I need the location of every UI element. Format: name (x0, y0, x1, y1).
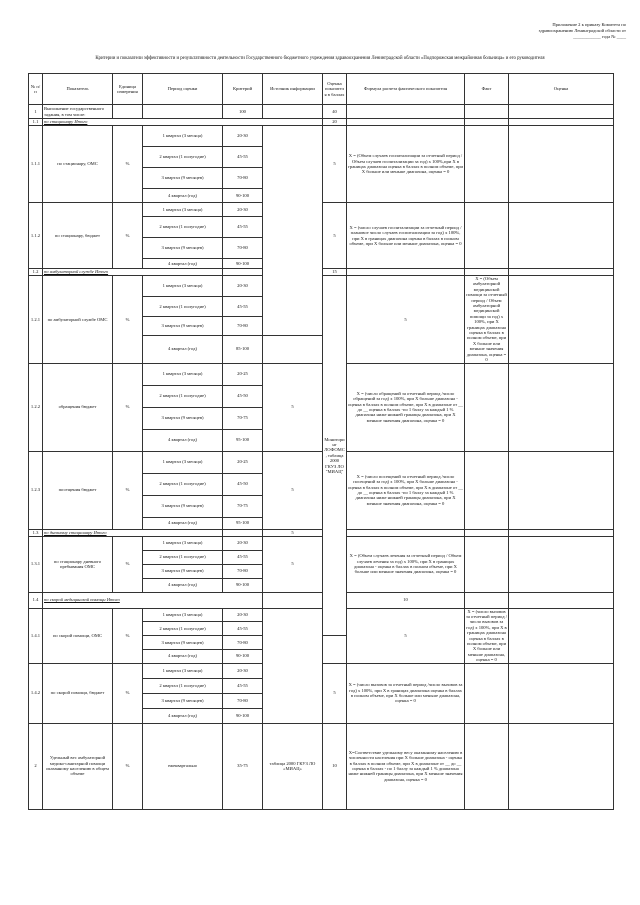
col-header: Формула расчета фактического показателя (347, 74, 465, 105)
unit: % (113, 276, 143, 364)
unit: % (113, 723, 143, 809)
unit: % (113, 663, 143, 723)
score: 10 (347, 592, 465, 608)
section-row (29, 119, 614, 126)
period: 2 квартал (1 полугодие) (143, 385, 223, 407)
source: Мониторинг ЛОФОМС, таблица 2000 ГКУЗ ЛО "МИАЦ" (323, 276, 347, 636)
criterion: 70-75 (223, 495, 263, 517)
formula: Х = (число вызовов за отчетный период /число вызовов за год) х 100%, при Х в границах диапазона оценка в баллах в полном объеме, при Х больше или меньше диапазона, оценка = 0 (347, 663, 465, 723)
col-header: Оценка (509, 74, 614, 105)
col-header: Период оценки (143, 74, 223, 105)
formula: Х = (число случаев госпитализации за отчетный период / плановое число случаев госпитализации за год) х 100%, при Х в границах диапазона оценка в баллах в полном объеме, при Х больше или меньше диапазона, оценка = 0 (347, 203, 465, 269)
criterion: 70-80 (223, 316, 263, 335)
row-number: 1 (29, 105, 43, 119)
indicator-name: по скорой помощи, бюджет (43, 663, 113, 723)
document-header (476, 22, 626, 40)
table-row (29, 363, 614, 385)
score: 5 (323, 126, 347, 203)
row-number: 1.2.2 (29, 363, 43, 451)
period: 2 квартал (1 полугодие) (143, 473, 223, 495)
unit: % (113, 451, 143, 529)
period: 4 квартал (год) (143, 429, 223, 451)
criterion: 70-75 (223, 407, 263, 429)
formula: Х = (число обращений за отчетный период /число обращений за год) х 100%, при Х больше диапазона - оценка в баллах в полном объеме, при Х в диапазоне от __ до __ оценка в баллах -по 1 баллу за каждый 1 % диапазона ниже нижней границы диапазона, при Х меньше значения диапазона, оценка = 0 (347, 363, 465, 451)
period: 2 квартал (1 полугодие) (143, 217, 223, 238)
score: 10 (323, 723, 347, 809)
formula: Х = (число вызовов за отчетный период /число вызовов за год) х 100%, при Х в границах диапазона оценка в баллах в полном объеме, при Х больше или меньше диапазона, оценка = 0 (466, 608, 507, 663)
col-header: Критерий (223, 74, 263, 105)
unit: % (113, 536, 143, 592)
criterion: 45-55 (223, 622, 263, 636)
period: 1 квартал (3 месяца) (143, 203, 223, 217)
criterion: 70-80 (223, 636, 263, 650)
period: 2 квартал (1 полугодие) (143, 678, 223, 693)
row-number: 1.2.1 (29, 276, 43, 364)
criterion: 100 (223, 105, 263, 119)
criteria-table (28, 73, 614, 810)
score: 40 (323, 105, 347, 119)
criterion: 90-100 (223, 578, 263, 592)
section-row (29, 592, 614, 608)
criterion: 95-100 (223, 517, 263, 529)
criterion: 70-80 (223, 693, 263, 708)
table-row (29, 105, 614, 119)
row-number: 1.1.2 (29, 203, 43, 269)
indicator-name: по стационару дневного пребывания ОМС (43, 536, 113, 592)
indicator-name: по скорой помощи, ОМС (43, 608, 113, 663)
indicator-name: по стационару, ОМС (43, 126, 113, 203)
row-number: 2 (29, 723, 43, 809)
period: 1 квартал (3 месяца) (143, 536, 223, 550)
criterion: 20-30 (223, 126, 263, 147)
score: 5 (347, 608, 465, 663)
header-line: здравоохранению Ленинградской области от (538, 28, 626, 33)
score: 5 (263, 536, 323, 592)
score: 20 (323, 119, 347, 126)
score: 5 (323, 663, 347, 723)
section-row (29, 529, 614, 536)
criterion: 20-25 (223, 451, 263, 473)
row-number: 1.3.1 (29, 536, 43, 592)
criterion: 45-55 (223, 147, 263, 168)
table-row (29, 126, 614, 147)
unit: % (113, 203, 143, 269)
indicator-name: Выполнение государственного задания, в том числе: (43, 105, 113, 119)
section-name: по дневному стационару Итого (43, 529, 223, 536)
criterion: 45-50 (223, 473, 263, 495)
indicator-name: Удельный вес амбулаторной медико-санитарной помощи оказанному населению в общем объеме (43, 723, 113, 809)
period: 4 квартал (год) (143, 189, 223, 203)
period: 3 квартал (9 месяцев) (143, 495, 223, 517)
formula: Х = (Объем случаев госпитализации за отчетный период / Объем случаев госпитализации за год) х 100%,при Х в границах диапазона оценка в баллах в полном объеме, при Х больше или меньше диапазона, оценка = 0 (347, 126, 465, 203)
criterion: 45-55 (223, 297, 263, 316)
table-row (29, 608, 614, 622)
criterion: 20-30 (223, 663, 263, 678)
table-row (29, 451, 614, 473)
criterion: 90-100 (223, 259, 263, 269)
period: 4 квартал (год) (143, 578, 223, 592)
header-line: Приложение 2 к приказу Комитета по (552, 22, 626, 27)
criterion: 45-50 (223, 385, 263, 407)
unit: % (113, 363, 143, 451)
criterion: 20-30 (223, 203, 263, 217)
row-number: 1.3 (29, 529, 43, 536)
criterion: 90-100 (223, 189, 263, 203)
section-name: по скорой медицинской помощи Итого (43, 592, 263, 608)
period: 3 квартал (9 месяцев) (143, 636, 223, 650)
score: 5 (263, 363, 323, 451)
period: 1 квартал (3 месяца) (143, 363, 223, 385)
criterion: 45-55 (223, 217, 263, 238)
period: 1 квартал (3 месяца) (143, 276, 223, 297)
period: 3 квартал (9 месяцев) (143, 564, 223, 578)
table-row (29, 723, 614, 809)
row-number: 1.1 (29, 119, 43, 126)
row-number: 1.1.1 (29, 126, 43, 203)
formula: Х = (Объем амбулаторной медицинской помощи за отчетный период / Объем амбулаторной медицинской помощи за год) х 100%, при Х границах диапазона оценка в баллах в полном объеме, при Х больше или меньше значения диапазона, оценка = 0 (466, 276, 507, 363)
unit: % (113, 608, 143, 663)
row-number: 1.4 (29, 592, 43, 608)
period: 2 квартал (1 полугодие) (143, 147, 223, 168)
unit: % (113, 126, 143, 203)
criterion: 85-100 (223, 335, 263, 363)
col-header: Источник информации (263, 74, 323, 105)
col-header: Показатель (43, 74, 113, 105)
score: 5 (347, 276, 465, 364)
period: 3 квартал (9 месяцев) (143, 168, 223, 189)
period: 4 квартал (год) (143, 335, 223, 363)
period: 2 квартал (1 полугодие) (143, 622, 223, 636)
period: 4 квартал (год) (143, 517, 223, 529)
criterion: 20-30 (223, 536, 263, 550)
table-header-row (29, 74, 614, 105)
formula: Х = (число посещений за отчетный период /число посещений за год) х 100%, при Х больше диапазона - оценка в баллах в полном объеме, при Х в диапазоне от __ до __ оценка в баллах -по 1 баллу за каждый 1 % диапазона ниже нижней границы диапазона, при Х меньше значения диапазона, оценка = 0 (347, 451, 465, 529)
period: 3 квартал (9 месяцев) (143, 316, 223, 335)
criterion: 45-55 (223, 678, 263, 693)
criterion: 45-55 (223, 550, 263, 564)
period: 2 квартал (1 полугодие) (143, 550, 223, 564)
criterion: 90-100 (223, 649, 263, 663)
indicator-name: посещения бюджет (43, 451, 113, 529)
score: 15 (323, 269, 347, 276)
period: 4 квартал (год) (143, 649, 223, 663)
section-name: по амбулаторной службе Итого (43, 269, 223, 276)
col-header: Факт (465, 74, 509, 105)
score: 5 (263, 529, 323, 536)
period: 4 квартал (год) (143, 259, 223, 269)
col-header: Оценка показателя в баллах (323, 74, 347, 105)
row-number: 1.4.1 (29, 608, 43, 663)
formula: Х = (Объем случаев лечения за отчетный период / Объем случаев лечения за год) х 100%, при Х в границах диапазона - оценка в баллах в полном объеме, при Х больше или меньше значения диапазона, оценка = 0 (347, 536, 465, 592)
period: 1 квартал (3 месяца) (143, 451, 223, 473)
source: таблица 2000 ГКУЗ ЛО «МИАЦ» (263, 723, 323, 809)
period: 1 квартал (3 месяца) (143, 126, 223, 147)
score: 5 (323, 203, 347, 269)
criterion: 70-80 (223, 168, 263, 189)
criterion: 20-25 (223, 363, 263, 385)
table-row (29, 536, 614, 550)
criterion: 20-30 (223, 276, 263, 297)
formula: Х=Соответствие удельному весу оказанному населению в численности населения при Х больше диапазона - оценка в баллах в полном объеме, при Х в диапазоне от __ до __ оценка в баллах - по 1 баллу за каждый 1 % диапазона ниже нижней границы диапазона, при Х меньше значения диапазона, оценка = 0 (347, 723, 465, 809)
period: 3 квартал (9 месяцев) (143, 693, 223, 708)
period: 1 квартал (3 месяца) (143, 608, 223, 622)
criterion: 95-100 (223, 429, 263, 451)
period: 1 квартал (3 месяца) (143, 663, 223, 678)
indicator-name: по стационару, бюджет (43, 203, 113, 269)
period: ежеквартально (143, 723, 223, 809)
criterion: 35-75 (223, 723, 263, 809)
row-number: 1.2 (29, 269, 43, 276)
col-header: Единица измерения (113, 74, 143, 105)
period: 3 квартал (9 месяцев) (143, 238, 223, 259)
period: 4 квартал (год) (143, 708, 223, 723)
indicator-name: обращения бюджет (43, 363, 113, 451)
row-number: 1.4.2 (29, 663, 43, 723)
criterion: 20-30 (223, 608, 263, 622)
row-number: 1.2.3 (29, 451, 43, 529)
period: 3 квартал (9 месяцев) (143, 407, 223, 429)
document-title: Критерии и показатели эффективности и результативности деятельности Государственного бюджетного учреждения здравоохранения Ленинградской области «Подпорожская межрайонная больница» и его руководителя (95, 56, 545, 61)
period: 2 квартал (1 полугодие) (143, 297, 223, 316)
indicator-name: по амбулаторной службе ОМС (43, 276, 113, 364)
section-name: по стационару Итого (43, 119, 323, 126)
criterion: 90-100 (223, 708, 263, 723)
criterion: 70-80 (223, 564, 263, 578)
criterion: 70-80 (223, 238, 263, 259)
col-header: № п/п (29, 74, 43, 105)
header-line: ____________ года № ____ (573, 34, 626, 39)
score: 5 (263, 451, 323, 529)
